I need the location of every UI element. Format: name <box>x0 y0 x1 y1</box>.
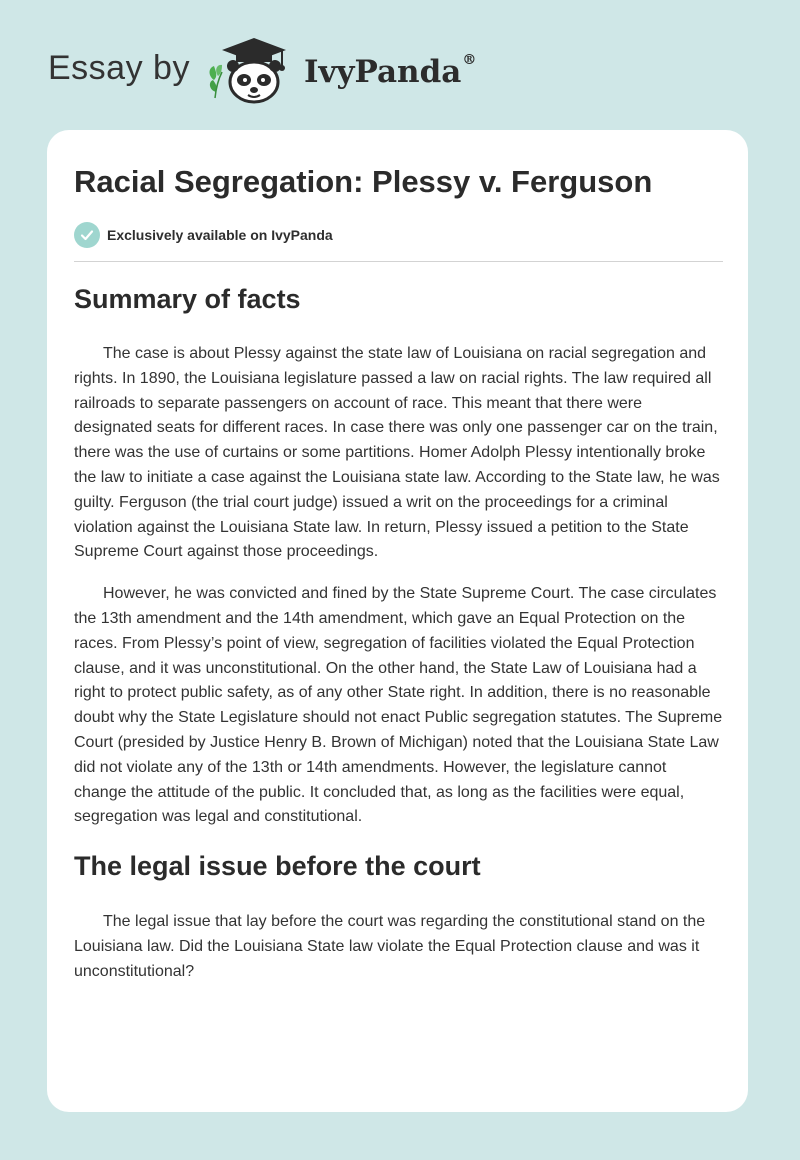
section-heading-legal-issue: The legal issue before the court <box>74 851 481 882</box>
divider <box>74 261 723 262</box>
check-circle-icon <box>74 222 100 248</box>
article-body <box>74 280 723 985</box>
site-header <box>48 36 508 106</box>
panda-graduation-cap-icon[interactable] <box>204 36 296 106</box>
brand-name[interactable]: IvyPanda® <box>303 52 477 90</box>
exclusive-badge <box>74 222 333 248</box>
registered-mark: ® <box>462 52 477 68</box>
paragraph: The case is about Plessy against the state law of Louisiana on racial segregation and rights. In 1890, the Louisiana legislature passed a law on racial rights. The law required all railroads to separate passengers on account of race. This meant that there were designated seats for different races. In case there was only one passenger car on the train, there was the use of curtains or some partitions. Homer Adolph Plessy intentionally broke the law to initiate a case against the Louisiana state law. According to the State law, he was guilty. Ferguson (the trial court judge) issued a writ on the proceedings for a criminal violation against the Louisiana State law. In return, Plessy issued a petition to the State Supreme Court against those proceedings. <box>74 345 720 561</box>
paragraph: However, he was convicted and fined by the State Supreme Court. The case circulates the 13th amendment and the 14th amendment, which gave an Equal Protection on the races. From Plessy’s point of view, segregation of facilities violated the Equal Protection clause, and it was unconstitutional. On the other hand, the State Law of Louisiana had a right to protect public safety, as of any other State right. In addition, there is no reasonable doubt why the State Legislature should not enact Public segregation statutes. The Supreme Court (presided by Justice Henry B. Brown of Michigan) noted that the Louisiana State Law did not violate any of the 13th or 14th amendments. However, the legislature cannot change the attitude of the public. It concluded that, as long as the facilities were equal, segregation was legal and constitutional. <box>74 585 723 826</box>
page-title: Racial Segregation: Plessy v. Ferguson <box>74 164 653 199</box>
paragraph: The legal issue that lay before the court was regarding the constitutional stand on the Louisiana law. Did the Louisiana State law violate the Equal Protection clause and was it unconstitutional? <box>74 913 706 980</box>
article-card <box>47 130 748 1112</box>
essay-by-label: Essay by <box>48 48 190 87</box>
section-heading-summary: Summary of facts <box>74 284 301 314</box>
exclusive-badge-text: Exclusively available on IvyPanda <box>107 227 333 243</box>
